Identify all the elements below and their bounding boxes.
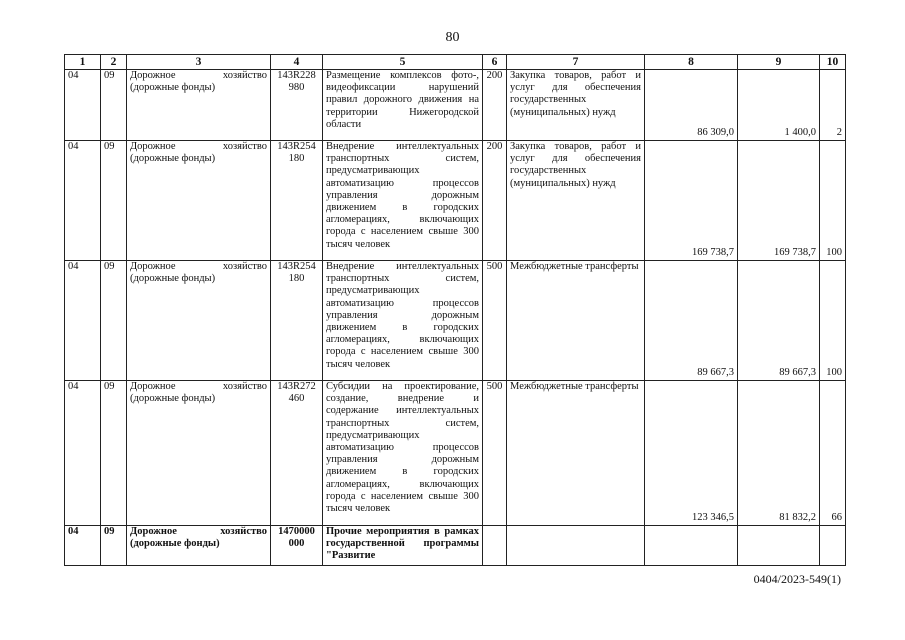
planned-amount: 123 346,5: [645, 381, 738, 526]
section-code: 04: [65, 70, 101, 141]
header-col-4: 4: [271, 55, 323, 70]
execution-percent: 100: [820, 141, 846, 261]
subsection-code: 09: [101, 261, 127, 381]
article-description: Прочие мероприятия в рамках государственной программы "Развитие: [323, 526, 483, 566]
document-code: 0404/2023-549(1): [753, 572, 841, 586]
executed-amount: 1 400,0: [738, 70, 820, 141]
target-article-code: 1470000 000: [271, 526, 323, 566]
execution-percent: 100: [820, 261, 846, 381]
table-row: [65, 381, 846, 526]
header-col-10: 10: [820, 55, 846, 70]
execution-percent: [820, 526, 846, 566]
section-code: 04: [65, 141, 101, 261]
section-code: 04: [65, 261, 101, 381]
article-description: Внедрение интеллектуальных транспортных систем, предусматривающих автоматизацию процессов управления дорожным движением в городских агломерациях, включающих города с населением свыше 300 тысяч человек: [323, 141, 483, 261]
article-description: Субсидии на проектирование, создание, внедрение и содержание интеллектуальных транспортных систем, предусматривающих автоматизацию процессов управления дорожным движением в городских агломерациях, включающих города с населением свыше 300 тысяч человек: [323, 381, 483, 526]
table-row: [65, 70, 846, 141]
header-col-1: 1: [65, 55, 101, 70]
budget-table: [64, 54, 846, 566]
execution-percent: 2: [820, 70, 846, 141]
execution-percent: 66: [820, 381, 846, 526]
executed-amount: [738, 526, 820, 566]
table-row: [65, 141, 846, 261]
target-article-code: 143R272 460: [271, 381, 323, 526]
executed-amount: 89 667,3: [738, 261, 820, 381]
expense-type-code: 500: [483, 381, 507, 526]
header-row: [65, 55, 846, 70]
subsection-code: 09: [101, 141, 127, 261]
section-code: 04: [65, 526, 101, 566]
header-col-8: 8: [645, 55, 738, 70]
header-col-7: 7: [507, 55, 645, 70]
header-col-5: 5: [323, 55, 483, 70]
expense-type-code: 500: [483, 261, 507, 381]
header-col-3: 3: [127, 55, 271, 70]
executed-amount: 169 738,7: [738, 141, 820, 261]
expense-type-name: Межбюджетные трансферты: [507, 381, 645, 526]
section-name: Дорожное хозяйство (дорожные фонды): [127, 141, 271, 261]
subsection-code: 09: [101, 526, 127, 566]
executed-amount: 81 832,2: [738, 381, 820, 526]
section-name: Дорожное хозяйство (дорожные фонды): [127, 381, 271, 526]
article-description: Размещение комплексов фото-, видеофиксации нарушений правил дорожного движения на территории Нижегородской области: [323, 70, 483, 141]
target-article-code: 143R254 180: [271, 141, 323, 261]
planned-amount: 86 309,0: [645, 70, 738, 141]
subsection-code: 09: [101, 70, 127, 141]
expense-type-name: Закупка товаров, работ и услуг для обеспечения государственных (муниципальных) нужд: [507, 70, 645, 141]
section-name: Дорожное хозяйство (дорожные фонды): [127, 261, 271, 381]
header-col-6: 6: [483, 55, 507, 70]
page-number: 80: [445, 30, 460, 45]
expense-type-code: 200: [483, 141, 507, 261]
header-col-9: 9: [738, 55, 820, 70]
target-article-code: 143R228 980: [271, 70, 323, 141]
planned-amount: 89 667,3: [645, 261, 738, 381]
planned-amount: [645, 526, 738, 566]
expense-type-name: [507, 526, 645, 566]
expense-type-name: Закупка товаров, работ и услуг для обеспечения государственных (муниципальных) нужд: [507, 141, 645, 261]
expense-type-code: 200: [483, 70, 507, 141]
section-name: Дорожное хозяйство (дорожные фонды): [127, 526, 271, 566]
section-name: Дорожное хозяйство (дорожные фонды): [127, 70, 271, 141]
subsection-code: 09: [101, 381, 127, 526]
target-article-code: 143R254 180: [271, 261, 323, 381]
planned-amount: 169 738,7: [645, 141, 738, 261]
table-row: [65, 261, 846, 381]
article-description: Внедрение интеллектуальных транспортных систем, предусматривающих автоматизацию процессов управления дорожным движением в городских агломерациях, включающих города с населением свыше 300 тысяч человек: [323, 261, 483, 381]
expense-type-name: Межбюджетные трансферты: [507, 261, 645, 381]
expense-type-code: [483, 526, 507, 566]
section-code: 04: [65, 381, 101, 526]
table-row: [65, 526, 846, 566]
header-col-2: 2: [101, 55, 127, 70]
